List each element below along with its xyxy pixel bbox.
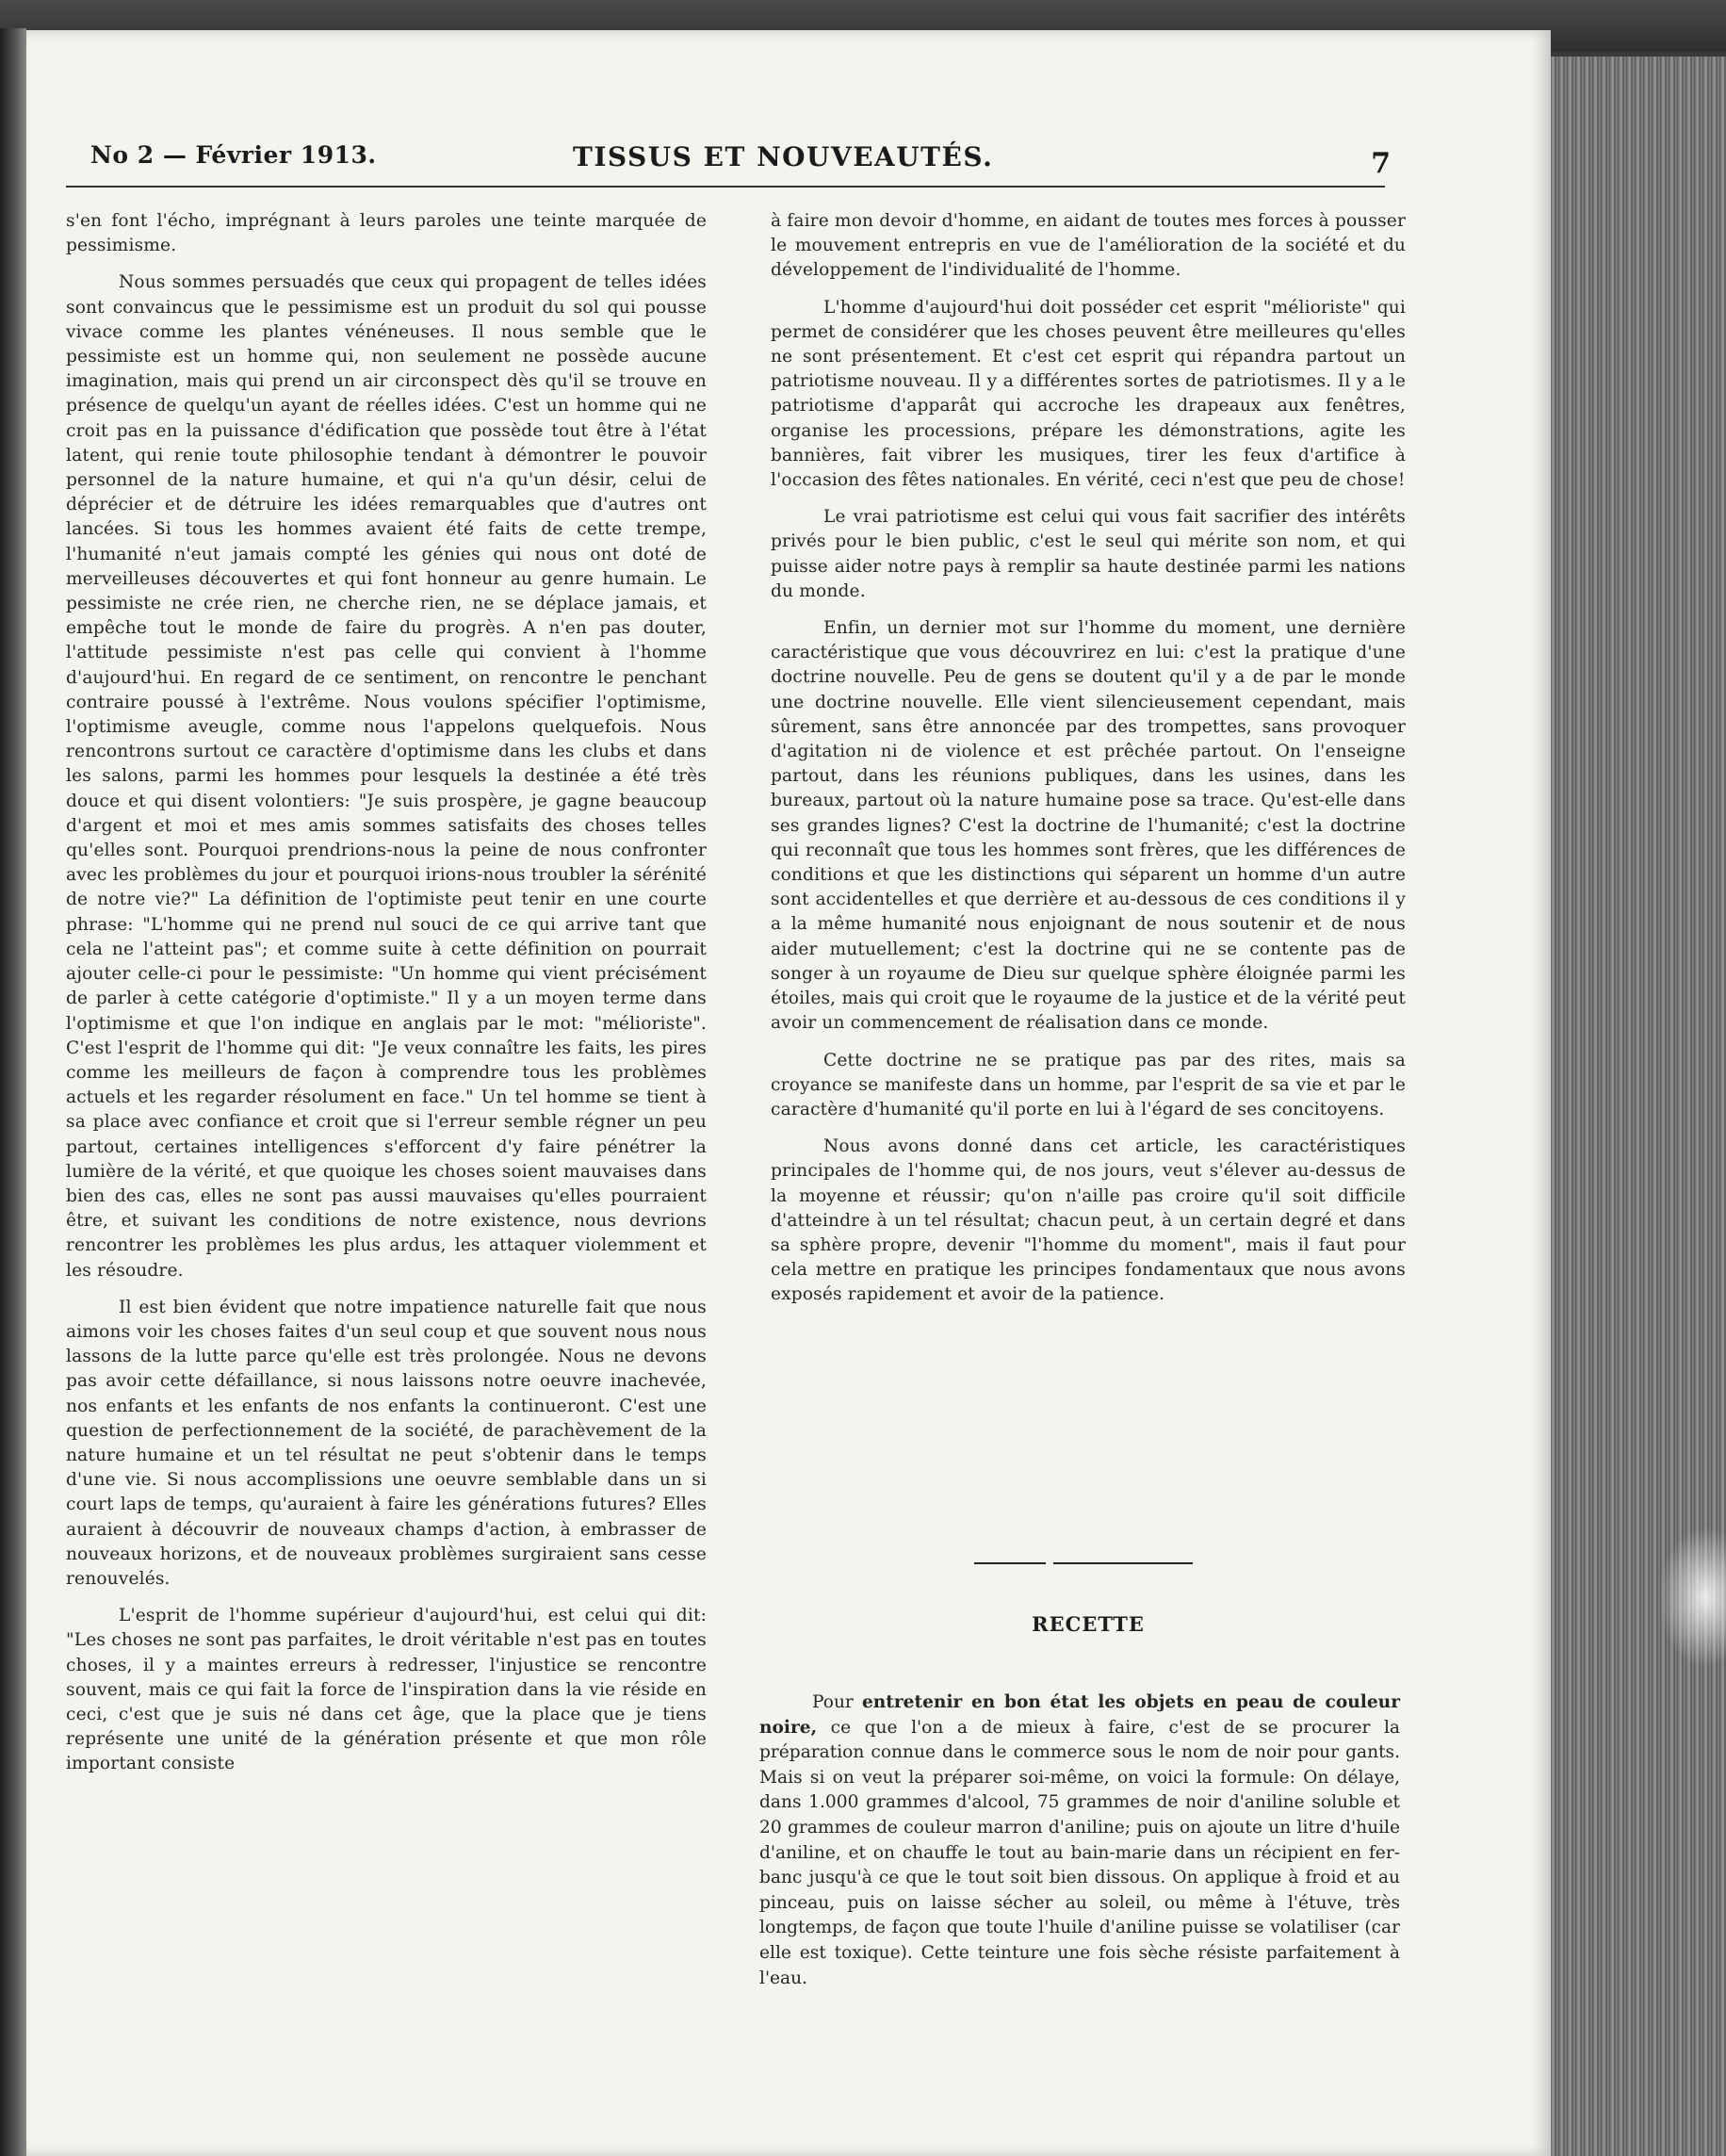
paragraph: Cette doctrine ne se pratique pas par des rites, mais sa croyance se manifeste dans un homme, par l'esprit de sa vie et par le caractère d'humanité qu'il porte en lui à l'égard de ses concitoyens.: [771, 1050, 1406, 1119]
recette-paragraph: [759, 1690, 1400, 1991]
page-header: [66, 141, 1391, 188]
book-page-edges: [1551, 57, 1726, 2156]
page-number: 7: [1371, 147, 1391, 180]
magazine-title: TISSUS ET NOUVEAUTÉS.: [573, 141, 994, 172]
recette-heading: RECETTE: [1032, 1612, 1145, 1636]
right-column: [771, 209, 1406, 1320]
recette-text: ce que l'on a de mieux à faire, c'est de se procurer la préparation connue dans le commerce sous le nom de noir pour gants. Mais si on veut la préparer soi-même, on voici la formule: On délaye, dans 1.000 grammes d'alcool, 75 grammes de noir d'aniline soluble et 20 grammes de couleur marron d'aniline; puis on ajoute un litre d'huile d'aniline, et on chauffe le tout au bain-marie dans un récipient en fer-banc jusqu'à ce que le tout soit bien dissous. On applique à froid et au pinceau, puis on laisse sécher au soleil, ou même à l'étuve, très longtemps, de façon que toute l'huile d'aniline puisse se volatiliser (car elle est toxique). Cette teinture une fois sèche résiste parfaitement à l'eau.: [759, 1717, 1400, 1988]
paragraph: L'homme d'aujourd'hui doit posséder cet esprit "mélioriste" qui permet de considérer que les choses peuvent être meilleures qu'elles ne sont présentement. Et c'est cet esprit qui répandra partout un patriotisme nouveau. Il y a différentes sortes de patriotismes. Il y a le patriotisme d'apparât qui accroche les drapeaux aux fenêtres, organise les processions, prépare les démonstrations, agite les bannières, fait vibrer les musiques, tirer les feux d'artifice à l'occasion des fêtes nationales. En vérité, ceci n'est que peu de chose!: [771, 297, 1406, 491]
paragraph: Le vrai patriotisme est celui qui vous fait sacrifier des intérêts privés pour le bien public, c'est le seul qui mérite son nom, et qui puisse aider notre pays à remplir sa haute destinée parmi les nations du monde.: [771, 507, 1406, 601]
book-edge-glare: [1658, 1527, 1726, 1668]
header-rule: [66, 186, 1385, 188]
left-column: [66, 209, 707, 1789]
section-divider-gap: [1046, 1557, 1053, 1568]
paragraph: Enfin, un dernier mot sur l'homme du moment, une dernière caractéristique que vous découvrirez en lui: c'est la pratique d'une doctrine nouvelle. Peu de gens se doutent qu'il y a de par le monde une doctrine nouvelle. Elle vient silencieusement cependant, mais sûrement, sans être annoncée par des trompettes, sans provoquer d'agitation ni de violence et est prêchée partout. On l'enseigne partout, dans les réunions publiques, dans les usines, dans les bureaux, partout où la nature humaine pose sa trace. Qu'est-elle dans ses grandes lignes? C'est la doctrine de l'humanité; c'est la doctrine qui reconnaît que tous les hommes sont frères, que les différences de conditions et que les distinctions qui séparent un homme d'un autre sont accidentelles et que derrière et au-dessous de ces conditions il y a la même humanité nous enjoignant de nous soutenir et de nous aider mutuellement; c'est la doctrine qui ne se contente pas de songer à un royaume de Dieu sur quelque sphère éloignée parmi les étoiles, mais qui croit que le royaume de la justice et de la vérité peut avoir un commencement de réalisation dans ce monde.: [771, 618, 1406, 1034]
section-divider: [974, 1562, 1193, 1564]
recette-bold-phrase: entretenir en bon état les objets en peau de couleur noire,: [759, 1692, 1400, 1738]
paragraph: s'en font l'écho, imprégnant à leurs paroles une teinte marquée de pessimisme.: [66, 211, 707, 256]
paragraph: Il est bien évident que notre impatience naturelle fait que nous aimons voir les choses faites d'un seul coup et que souvent nous nous lassons de la lutte parce qu'elle est très prolongée. Nous ne devons pas avoir cette défaillance, si nous laissons notre oeuvre inachevée, nos enfants et les enfants de nos enfants la continueront. C'est une question de perfectionnement de la société, de parachèvement de la nature humaine et un tel résultat ne peut s'obtenir dans le temps d'une vie. Si nous accomplissions une oeuvre semblable dans un si court laps de temps, qu'auraient à faire les générations futures? Elles auraient à découvrir de nouveaux champs d'action, à embrasser de nouveaux horizons, et de nouveaux problèmes surgiraient sans cesse renouvelés.: [66, 1297, 707, 1589]
issue-date: No 2 — Février 1913.: [90, 141, 377, 169]
paragraph: L'esprit de l'homme supérieur d'aujourd'hui, est celui qui dit: "Les choses ne sont pas parfaites, le droit véritable n'est pas en toutes choses, il y a maintes erreurs à redresser, l'injustice se rencontre souvent, mais ce qui fait la force de l'inspiration dans la vie réside en ceci, c'est que je suis né dans cet âge, que la place que je tiens représente une unité de la génération présente et que mon rôle important consiste: [66, 1606, 707, 1774]
paragraph: Nous sommes persuadés que ceux qui propagent de telles idées sont convaincus que le pessimisme est un produit du sol qui pousse vivace comme les plantes vénéneuses. Il nous semble que le pessimiste est un homme qui, non seulement ne possède aucune imagination, mais qui prend un air circonspect dès qu'il se trouve en présence de quelqu'un ayant de réelles idées. C'est un homme qui ne croit pas en la puissance d'édification que possède tout être à l'état latent, qui renie toute philosophie tendant à démontrer le pouvoir personnel de la nature humaine, et qui n'a qu'un désir, celui de déprécier et de détruire les idées remarquables que d'autres ont lancées. Si tous les hommes avaient été faits de cette trempe, l'humanité n'eut jamais compté les génies qui nous ont doté de merveilleuses découvertes et qui font honneur au genre humain. Le pessimiste ne crée rien, ne cherche rien, ne se déplace jamais, et empêche tout le monde de faire du progrès. A n'en pas douter, l'attitude pessimiste n'est pas celle qui convient à l'homme d'aujourd'hui. En regard de ce sentiment, on rencontre le penchant contraire poussé à l'extrême. Nous voulons spécifier l'optimisme, l'optimisme aveugle, comme nous l'appelons quelquefois. Nous rencontrons surtout ce caractère d'optimisme dans les clubs et dans les salons, parmi les hommes pour lesquels la destinée a été très douce et qui disent volontiers: "Je suis prospère, je gagne beaucoup d'argent et moi et mes amis sommes satisfaits des choses telles qu'elles sont. Pourquoi prendrions-nous la peine de nous confronter avec les problèmes du jour et pourquoi irions-nous troubler la sérénité de notre vie?" La définition de l'optimiste peut tenir en une courte phrase: "L'homme qui ne prend nul souci de ce qui arrive tant que cela ne l'atteint pas"; et comme suite à cette définition on pourrait ajouter celle-ci pour le pessimiste: "Un homme qui vient précisément de parler à cette catégorie d'optimiste." Il y a un moyen terme dans l'optimisme et que l'on indique en anglais par le mot: "mélioriste". C'est l'esprit de l'homme qui dit: "Je veux connaître les faits, les pires comme les meilleurs de façon à comprendre tous les problèmes actuels et les regarder résolument en face." Un tel homme se tient à sa place avec confiance et croit que si l'erreur semble régner un peu partout, certaines intelligences s'efforcent d'y faire pénétrer la lumière de la vérité, et que quoique les choses soient mauvaises dans bien des cas, elles ne sont pas aussi mauvaises qu'elles pourraient être, et suivant les conditions de notre existence, nous devrions rencontrer les problèmes les plus ardus, les attaquer violemment et les résoudre.: [66, 272, 707, 1281]
paragraph: à faire mon devoir d'homme, en aidant de toutes mes forces à pousser le mouvement entrepris en vue de l'amélioration de la société et du développement de l'individualité de l'homme.: [771, 211, 1406, 281]
paragraph: Nous avons donné dans cet article, les caractéristiques principales de l'homme qui, de nos jours, veut s'élever au-dessus de la moyenne et réussir; qu'on n'aille pas croire qu'il soit difficile d'atteindre à un tel résultat; chacun peut, à un certain degré et dans sa sphère propre, devenir "l'homme du moment", mais il faut pour cela mettre en pratique les principes fondamentaux que nous avons exposés rapidement et avoir de la patience.: [771, 1136, 1406, 1305]
recette-body: [759, 1690, 1400, 1991]
recette-intro: Pour: [812, 1692, 854, 1712]
book-spine: [0, 28, 26, 2156]
